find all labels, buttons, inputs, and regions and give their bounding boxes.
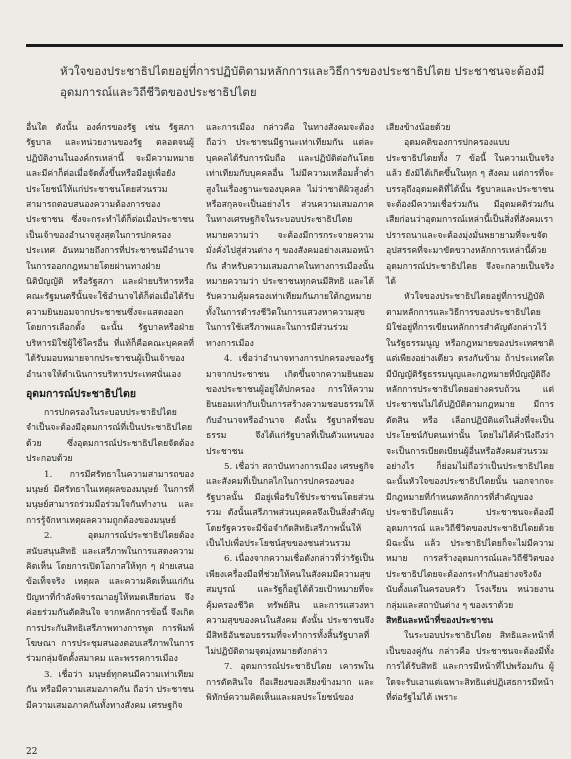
column-3-paragraph-1: เสียงข้างน้อยด้วย (386, 123, 451, 133)
heading-democratic-ideology: อุดมการณ์ประชาธิปไตย (26, 387, 136, 400)
ideology-item-1: 1. การมีศรัทธาในความสามารถของมนุษย์ มีศรัทธาในเหตุผลของมนุษย์ ในการที่มนุษย์สามารถร่วมมือร่วมใจกันทำงาน และการรู้จักหาเหตุผลความถูกต้องของมนุษย์ (26, 469, 194, 526)
ideology-item-5: 5. เชื่อว่า สถาบันทางการเมือง เศรษฐกิจ และสังคมที่เป็นกลไกในการปกครองของรัฐบาลนั้น มีอยู่เพื่อรับใช้ประชาชนโดยส่วนรวม ดังนั้นเสรีภาพส่วนบุคคลจึงเป็นสิ่งสำคัญ โดยรัฐควรจะมีข้อจำกัดสิทธิเสรีภาพนั้นให้เป็นไปเพื่อประโยชน์สุขของชนส่วนรวม (206, 461, 374, 549)
text-columns (26, 121, 563, 714)
column-3-paragraph-3: หัวใจของประชาธิปไตยอยู่ที่การปฏิบัติตามหลักการและวิธีการของประชาธิปไตย มิใช่อยู่ที่การเขียนหลักการสำคัญดังกล่าวไว้ในรัฐธรรมนูญ หรือกฎหมายของประเทศชาติแต่เพียงอย่างเดียว ตรงกันข้าม ถ้าประเทศใดมีบัญญัติรัฐธรรมนูญและกฎหมายที่บัญญัติถึงหลักการประชาธิปไตยอย่างครบถ้วน แต่ประชาชนไม่ได้ปฏิบัติตามกฎหมาย มีการตัดสิน หรือ เลือกปฏิบัติแต่ในสิ่งที่จะเป็นประโยชน์กับตนเท่านั้น โดยไม่ได้คำนึงถึงว่า จะเป็นการเบียดเบียนผู้อื่นหรือสังคมส่วนรวมอย่างไร ก็ย่อมไม่ถือว่าเป็นประชาธิปไตย ฉะนั้นหัวใจของประชาธิปไตยนั้น นอกจากจะมีกฎหมายที่กำหนดหลักการที่สำคัญของประชาธิปไตยแล้ว ประชาชนจะต้องมีอุดมการณ์ และวิถีชีวิตของประชาธิปไตยด้วย มิฉะนั้น แล้ว ประชาธิปไตยก็จะไม่มีความหมาย การสร้างอุดมการณ์และวิถีชีวิตของประชาธิปไตยจะต้องกระทำกันอย่างจริงจัง นับตั้งแต่ในครอบครัว โรงเรียน หน่วยงาน กลุ่มและสถาบันต่าง ๆ ของเราด้วย (386, 292, 554, 611)
ideology-item-4: 4. เชื่อว่าอำนาจทางการปกครองของรัฐมาจากประชาชน เกิดขึ้นจากความยินยอมของประชาชนผู้อยู่ใต้ปกครอง การให้ความยินยอมเท่ากับเป็นการสร้างความชอบธรรมให้กับอำนาจหรืออำนาจ ดังนั้น รัฐบาลที่ชอบธรรม จึงได้แก่รัฐบาลที่เป็นตัวแทนของประชาชน (206, 354, 374, 457)
ideology-item-3: 3. เชื่อว่า มนุษย์ทุกคนมีความเท่าเทียมกัน หรือมีความเสมอภาคกัน ถือว่า ประชาชนมีความเสมอภาคกันทั้งทางสังคม เศรษฐกิจ (26, 669, 194, 711)
lead-paragraph: หัวใจของประชาธิปไตยอยู่ที่การปฏิบัติตามหลักการและวิธีการของประชาธิปไตย ประชาชนจะต้องมีอุดมการณ์และวิถีชีวิตของประชาธิปไตย (60, 64, 545, 99)
top-rule (26, 44, 563, 47)
column-2-paragraph-1: และการเมือง กล่าวคือ ในทางสังคมจะต้องถือว่า ประชาชนมีฐานะเท่าเทียมกัน แต่ละบุคคลได้รับการนับถือ และปฏิบัติต่อกันโดยเท่าเทียมกับบุคคลอื่น ไม่มีความเหลื่อมล้ำต่ำสูงในเรื่องฐานะของบุคคล ไม่ว่าชาติผิวสูงต่ำ หรือสกุลจะเป็นอย่างไร ส่วนความเสมอภาคในทางเศรษฐกิจในระบอบประชาธิปไตย หมายความว่า จะต้องมีการกระจายความมั่งคั่งไปสู่ส่วนต่าง ๆ ของสังคมอย่างเสมอหน้ากัน สำหรับความเสมอภาคในทางการเมืองนั้น หมายความว่า ประชาชนทุกคนมีสิทธิ และได้รับความคุ้มครองเท่าเทียมกันภายใต้กฎหมาย ทั้งในการดำรงชีวิตในการแสวงหาความสุข ในการใช้เสรีภาพและในการมีส่วนร่วมทางการเมือง (206, 123, 374, 349)
ideology-item-2: 2. อุดมการณ์ประชาธิปไตยต้องสนับสนุนสิทธิ และเสรีภาพในการแสดงความคิดเห็น โดยการเปิดโอกาสให้ทุก ๆ ฝ่ายเสนอข้อเท็จจริง เหตุผล และความคิดเห็นแก่กันปัญหาที่กำลังพิจารณาอยู่ให้หมดเสียก่อน จึงค่อยร่วมกันตัดสินใจ จากหลักการข้อนี้ จึงเกิดการประกันสิทธิเสรีภาพทางการพูด การพิมพ์โฆษณา การประชุมสนองตอบเสรีภาพในการร่วมกลุ่มจัดตั้งสมาคม และพรรคการเมือง (26, 531, 194, 665)
page-number: 22 (26, 747, 38, 757)
column-1-paragraph-2: การปกครองในระบอบประชาธิปไตยจำเป็นจะต้องมีอุดมการณ์ที่เป็นประชาธิปไตยด้วย ซึ่งอุดมการณ์ประชาธิปไตยจัดต้องประกอบด้วย (26, 407, 194, 465)
column-3-paragraph-4: ในระบอบประชาธิปไตย สิทธิและหน้าที่เป็นของคู่กัน กล่าวคือ ประชาชนจะต้องมีทั้งการได้รับสิทธิ และการมีหน้าที่ไปพร้อมกัน ผู้ใดจะรับเอาแต่เฉพาะสิทธิแต่ปฏิเสธการมีหน้าที่ต่อรัฐไม่ได้ เพราะ (386, 631, 554, 704)
ideology-item-6: 6. เนื่องจากความเชื่อดังกล่าวที่ว่ารัฐเป็นเพียงเครื่องมือที่ช่วยให้คนในสังคมมีความสุขสมบูรณ์ และรัฐก็อยู่ได้ด้วยเป้าหมายที่จะคุ้มครองชีวิต ทรัพย์สิน และการแสวงหาความสุขของคนในสังคม ดังนั้น ประชาชนจึงมีสิทธิอันชอบธรรมที่จะทำการทั้งสิ้นรัฐบาลที่ไม่ปฏิบัติตามจุดมุ่งหมายดังกล่าว (206, 554, 374, 657)
ideology-item-7: 7. อุดมการณ์ประชาธิปไตย เคารพในการตัดสินใจ ถือเสียงของเสียงข้างมาก และพิทักษ์ความคิดเห็นและผลประโยชน์ของ (206, 662, 374, 704)
column-2 (206, 121, 374, 706)
column-1 (26, 121, 194, 714)
column-1-paragraph-1: อื่นใด ดังนั้น องค์กรของรัฐ เช่น รัฐสภา รัฐบาล และหน่วยงานของรัฐ ตลอดจนผู้ปฏิบัติงานในองค์กรเหล่านี้ จะมีความหมายและมีค่าก็ต่อเมื่อจัดตั้งขึ้นหรือมีอยู่เพื่อยังประโยชน์ให้แก่ประชาชนโดยส่วนรวม สามารถตอบสนองความต้องการของประชาชน ซึ่งจะกระทำได้ก็ต่อเมื่อประชาชนเป็นเจ้าของอำนาจสูงสุดในการปกครองประเทศ อันหมายถึงการที่ประชาชนมีอำนาจในการออกกฎหมายโดยผ่านทางฝ่ายนิติบัญญัติ หรือรัฐสภา และฝ่ายบริหารหรือคณะรัฐมนตรีนั้นจะใช้อำนาจได้ก็ต่อเมื่อได้รับความยินยอมจากประชาชนซึ่งจะแสดงออกโดยการเลือกตั้ง ฉะนั้น รัฐบาลหรือฝ่ายบริหารมิใช่ผู้ใช้ใครอื่น ที่แท้ก็คือคณะบุคคลที่ได้รับมอบหมายจากประชาชนผู้เป็นเจ้าของอำนาจให้ดำเนินการบริหารประเทศนั่นเอง (26, 123, 194, 380)
heading-rights-and-duties: สิทธิและหน้าที่ของประชาชน (386, 616, 494, 626)
column-3-paragraph-2: อุดมคติของการปกครองแบบประชาธิปไตยทั้ง 7 ข้อนี้ ในความเป็นจริงแล้ว ยังมิได้เกิดขึ้นในทุก ๆ สังคม แต่การที่จะบรรลุถึงอุดมคติที่ได้นั้น รัฐบาลและประชาชนจะต้องมีความเชื่อร่วมกัน มีอุดมคติร่วมกันเสียก่อนว่าอุดมการณ์เหล่านี้เป็นสิ่งที่สังคมเราปรารถนาและจะต้องมุ่งมั่นพยายามที่จะขจัดอุปสรรคที่จะมาขัดขวางหลักการเหล่านี้ด้วย อุดมการณ์ประชาธิปไตย จึงจะกลายเป็นจริงได้ (386, 138, 554, 288)
column-3 (386, 121, 554, 706)
